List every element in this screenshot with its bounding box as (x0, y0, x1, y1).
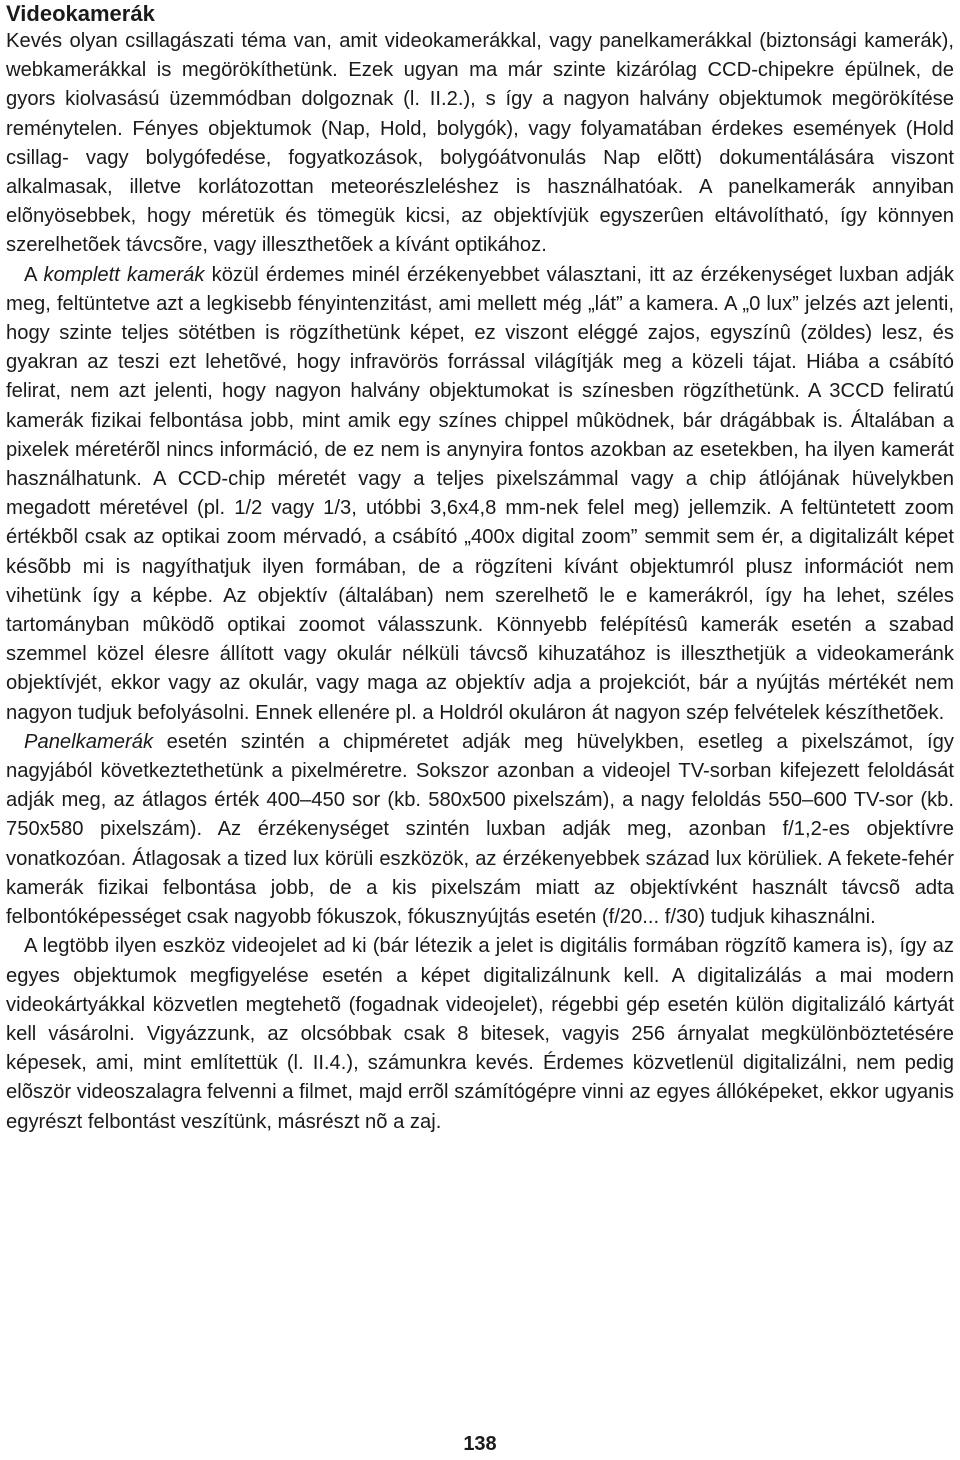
page-number: 138 (463, 1433, 497, 1455)
paragraph-text: közül érdemes minél érzékenyebbet választani, itt az érzékenységet luxban adják meg, feltüntetve azt a legkisebb fényintenzitást, ami mellett még „lát” a kamera. A „0 lux” jelzés azt jelenti, hogy szinte teljes sötétben is rögzíthetünk képet, ez viszont eléggé zajos, egyszínû (zöldes) lesz, és gyakran az teszi ezt lehetõvé, hogy infravörös forrással világítják meg a közeli tájat. Hiába a csábító felirat, nem azt jelenti, hogy nagyon halvány objektumokat is színesben rögzíthetünk. A 3CCD feliratú kamerák fizikai felbontása jobb, mint amik egy színes chippel mûködnek, bár drágábbak is. Általában a pixelek méretérõl nincs információ, de ez nem is anynyira fontos azokban az esetekben, ha ilyen kamerát használhatunk. A CCD-chip méretét vagy a teljes pixelszámmal vagy a chip átlójának hüvelykben megadott méretével (pl. 1/2 vagy 1/3, utóbbi 3,6x4,8 mm-nek felel meg) jellemzik. A feltüntetett zoom értékbõl csak az optikai zoom mérvadó, a csábító „400x digital zoom” semmit sem ér, a digitalizált képet késõbb mi is nagyíthatjuk ilyen formában, de a rögzíteni kívánt objektumról plusz információt nem vihetünk így a képbe. Az objektív (általában) nem szerelhetõ le e kamerákról, így ha lehet, széles tartományban mûködõ optikai zoomot válasszunk. Könnyebb felépítésû kamerák esetén a szabad szemmel közel élesre állított vagy okulár nélküli távcsõ kihuzatához is illeszthetjük a videokameránk objektívjét, ekkor vagy az okulár, vagy maga az objektív adja a projekciót, bár a nyújtás mértékét nem nagyon tudjuk befolyásolni. Ennek ellenére pl. a Holdról okuláron át nagyon szép felvételek készíthetõek. (6, 263, 954, 724)
term-complete-cameras: komplett kamerák (43, 263, 205, 286)
paragraph-text: esetén szintén a chipméretet adják meg hüvelykben, esetleg a pixelszámot, így nagyjából következtethetünk a pixelméretre. Sokszor azonban a videojel TV-sorban kifejezett feloldását adják meg, az átlagos érték 400–450 sor (kb. 580x500 pixelszám), a nagy feloldás 550–600 TV-sor (kb. 750x580 pixelszám). Az érzékenységet szintén luxban adják meg, azonban f/1,2-es objektívre vonatkozóan. Átlagosak a tized lux körüli eszközök, az érzékenyebbek század lux körüliek. A fekete-fehér kamerák fizikai felbontása jobb, de a kis pixelszám miatt az objektívként használt távcsõ adta felbontóképességet csak nagyobb fókuszok, fókusznyújtás esetén (f/20... f/30) tudjuk kihasználni. (6, 730, 954, 929)
paragraph-text: Kevés olyan csillagászati téma van, amit videokamerákkal, vagy panelkamerákkal (biztonsági kamerák), webkamerákkal is megörökíthetünk. Ezek ugyan ma már szinte kizárólag CCD-chipekre épülnek, de gyors kiolvasású üzemmódban dolgoznak (l. II.2.), s így a nagyon halvány objektumok megörökítése reménytelen. Fényes objektumok (Nap, Hold, bolygók), vagy folyamatában érdekes események (Hold csillag- vagy bolygófedése, fogyatkozások, bolygóátvonulás Nap elõtt) dokumentálására viszont alkalmasak, illetve korlátozottan meteorészleléshez is használhatóak. A panelkamerák annyiban elõnyösebbek, hogy méretük és tömegük kicsi, az objektívjük egyszerûen eltávolítható, így könnyen szerelhetõek távcsõre, vagy illeszthetõek a kívánt optikához. (6, 30, 954, 257)
paragraph-panel-cameras (6, 728, 954, 932)
paragraph-intro (6, 27, 954, 261)
paragraph-text: A legtöbb ilyen eszköz videojelet ad ki (bár létezik a jelet is digitális formában rögzítõ kamera is), így az egyes objektumok megfigyelése esetén a képet digitalizálnunk kell. A digitalizálás a mai modern videokártyákkal közvetlen megtehetõ (fogadnak videojelet), régebbi gép esetén külön digitalizáló kártyát kell vásárolni. Vigyázzunk, az olcsóbbak csak 8 bitesek, vagyis 256 árnyalat megkülönböztetésére képesek, ami, mint említettük (l. II.4.), számunkra kevés. Érdemes közvetlenül digitalizálni, nem pedig elõször videoszalagra felvenni a filmet, majd errõl számítógépre vinni az egyes állóképeket, ekkor ugyanis egyrészt felbontást veszítünk, másrészt nõ a zaj. (6, 935, 954, 1133)
paragraph-complete-cameras (6, 261, 954, 728)
paragraph-digitizing (6, 932, 954, 1136)
section-title: Videokamerák (6, 1, 155, 26)
term-panel-cameras: Panelkamerák (24, 730, 154, 753)
paragraph-text: A (24, 263, 44, 286)
